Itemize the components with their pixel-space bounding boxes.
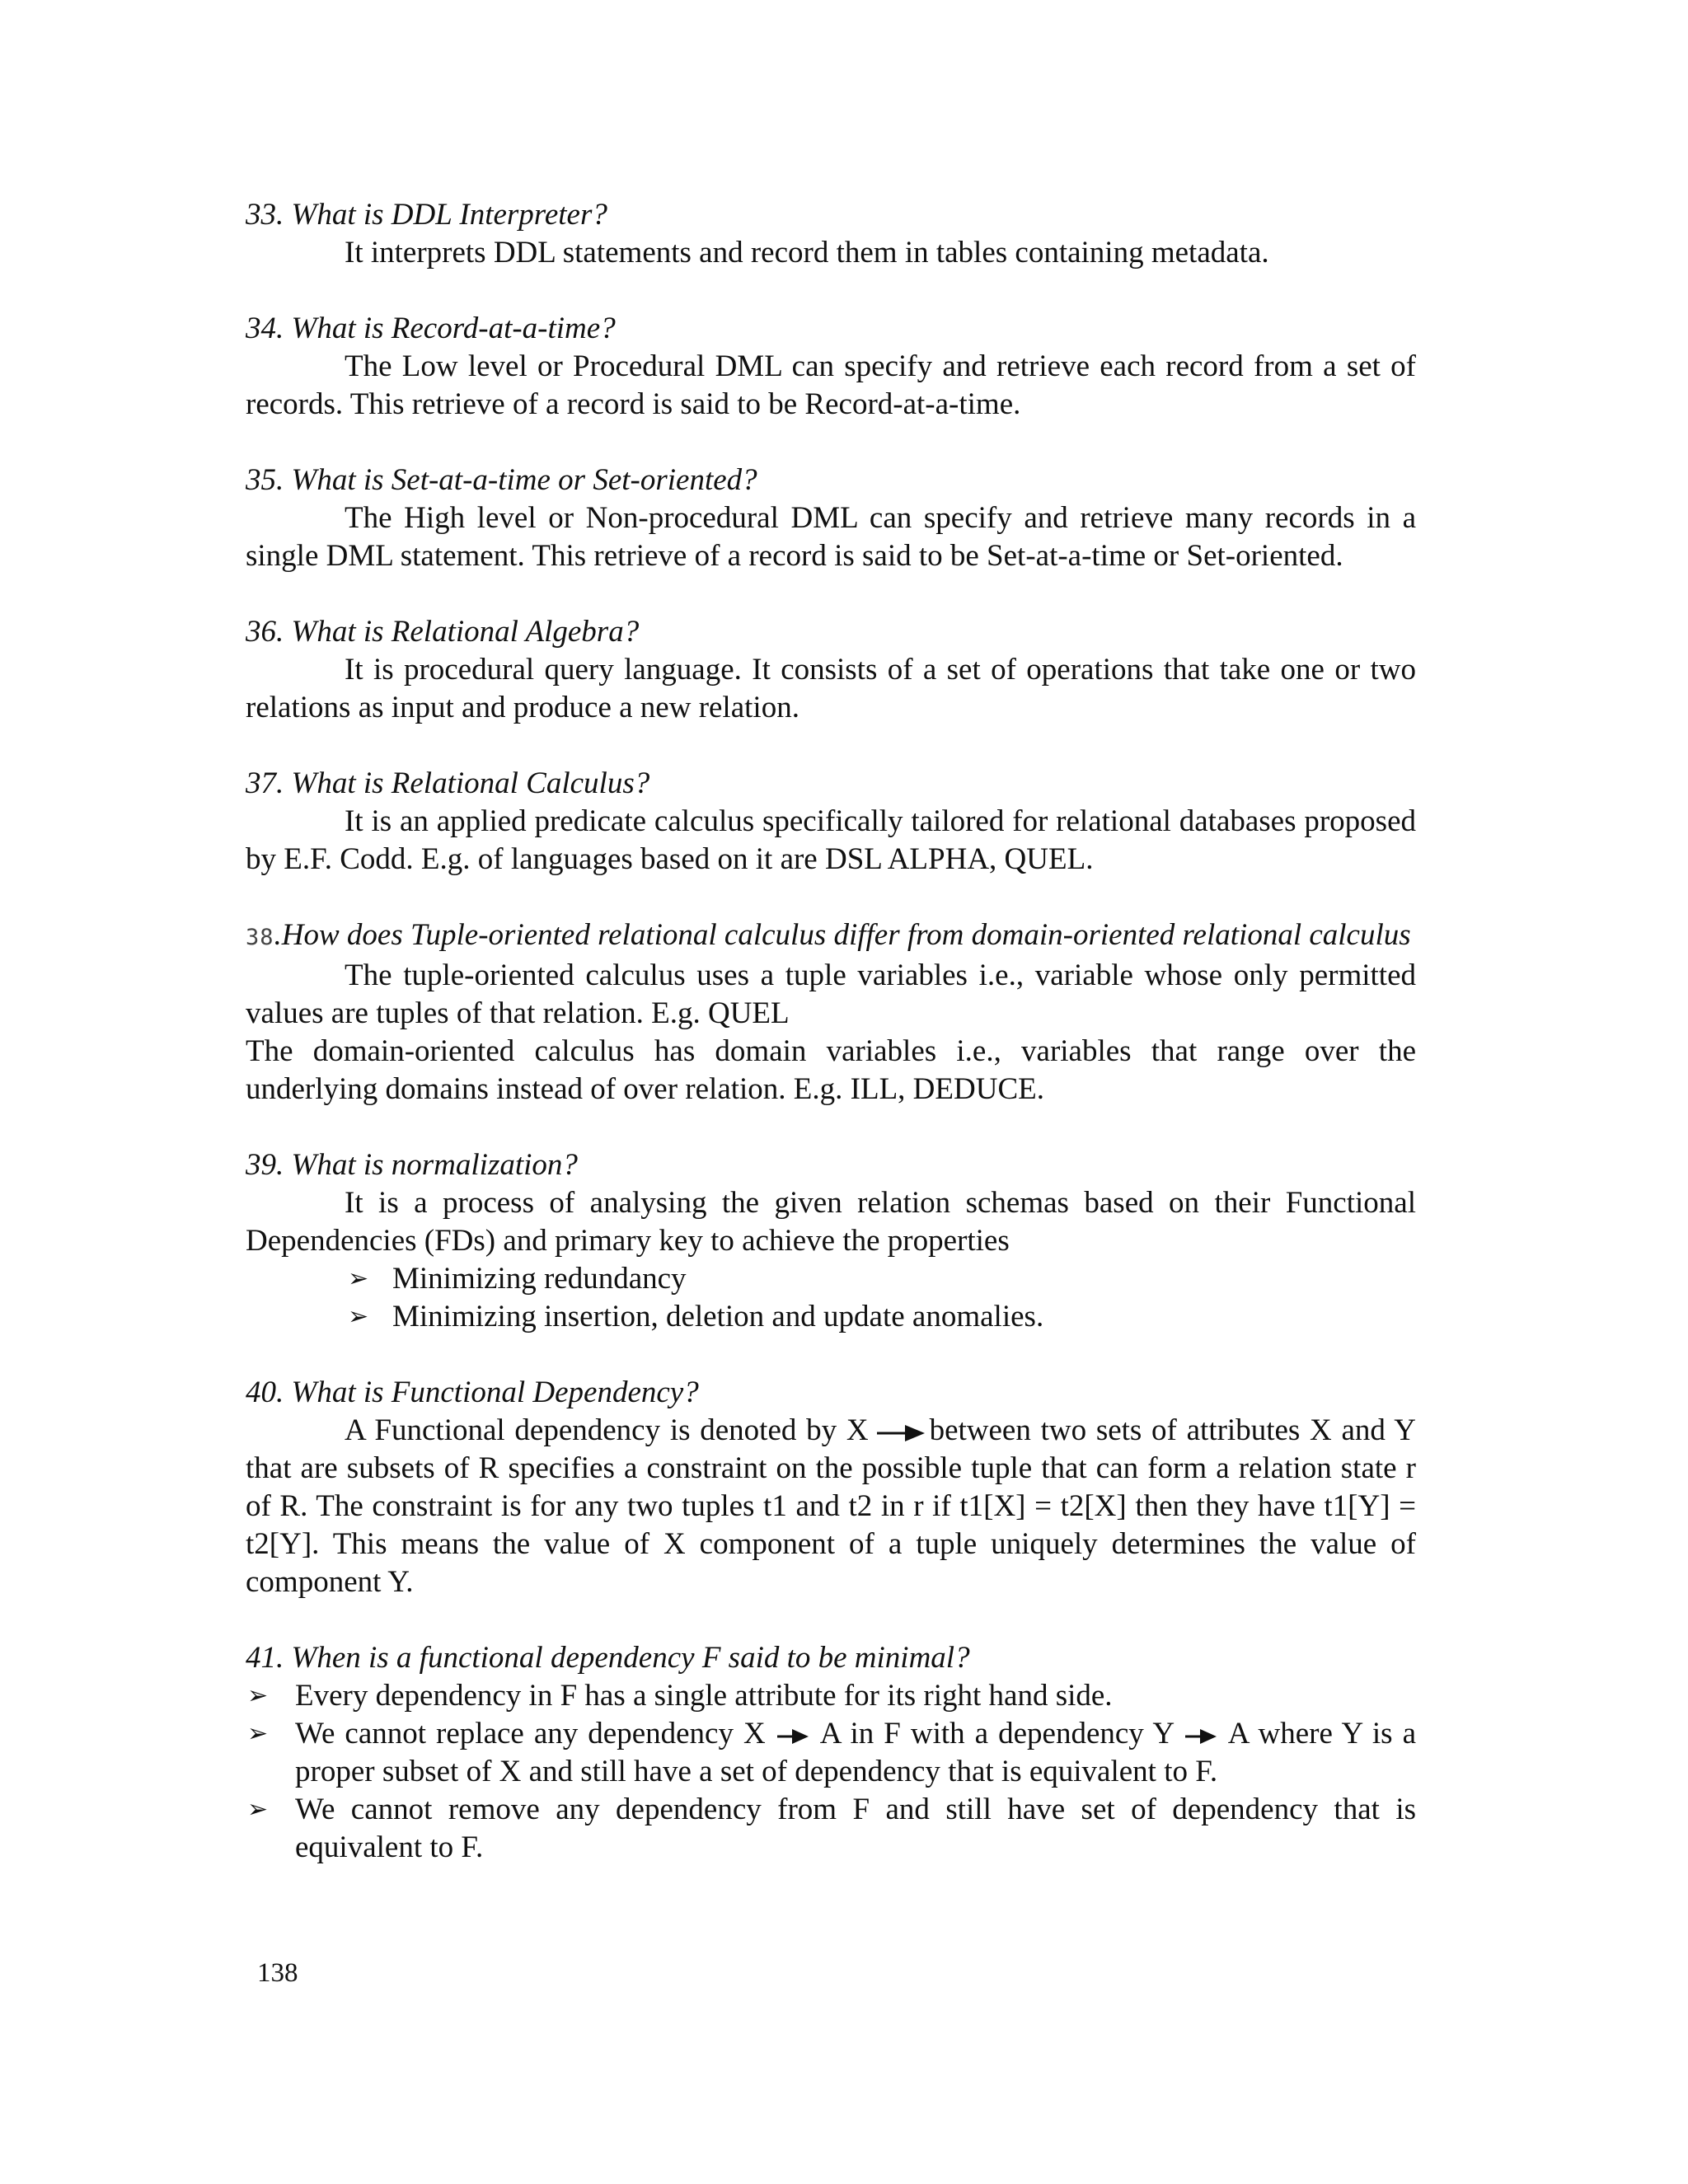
answer-text: It interprets DDL statements and record them in tables containing metadata. <box>345 236 1269 269</box>
arrow-bullet-icon: ➢ <box>247 1681 269 1710</box>
right-arrow-icon <box>1185 1727 1218 1746</box>
arrow-bullet-icon: ➢ <box>348 1302 369 1331</box>
qa-33 <box>246 196 1416 272</box>
question-heading: 35. What is Set-at-a-time or Set-oriented? <box>246 463 757 497</box>
qa-38 <box>246 916 1416 1108</box>
answer-text: It is procedural query language. It consists of a set of operations that take one or two relations as input and produce a new relation. <box>246 653 1416 724</box>
arrow-bullet-icon: ➢ <box>247 1795 269 1824</box>
arrow-bullet-icon: ➢ <box>348 1264 369 1293</box>
list-item: ➢ Every dependency in F has a single attribute for its right hand side. <box>246 1677 1416 1715</box>
arrow-bullet-icon: ➢ <box>247 1719 269 1748</box>
qa-41 <box>246 1639 1416 1867</box>
question-heading: 33. What is DDL Interpreter? <box>246 198 607 232</box>
page-number: 138 <box>257 1958 298 1988</box>
question-heading: 36. What is Relational Algebra? <box>246 615 640 649</box>
qa-40 <box>246 1374 1416 1601</box>
question-heading: 39. What is normalization? <box>246 1148 578 1182</box>
question-text: .How does Tuple-oriented relational calculus differ from domain-oriented relational calculus <box>274 918 1411 952</box>
question-heading: 34. What is Record-at-a-time? <box>246 312 616 345</box>
answer-text: A Functional dependency is denoted by X between two sets of attributes X and Y that are subsets of R specifies a constraint on the possible tuple that can form a relation state r of R. The constraint is for any two tuples t1 and t2 in r if t1[X] = t2[X] then they have t1[Y] = t2[Y]. This means the value of X component of a tuple uniquely determines the value of component Y. <box>246 1413 1416 1599</box>
qa-36 <box>246 613 1416 727</box>
right-arrow-icon <box>777 1727 810 1746</box>
list-item: ➢ We cannot replace any dependency X A in F with a dependency Y A where Y is a proper subset of X and still have a set of dependency that is equivalent to F. <box>247 1717 1417 1788</box>
list-item: ➢ Minimizing redundancy <box>246 1260 1416 1298</box>
answer-text: It is a process of analysing the given relation schemas based on their Functional Dependencies (FDs) and primary key to achieve the properties <box>246 1186 1416 1258</box>
qa-39 <box>246 1146 1416 1336</box>
question-heading: 40. What is Functional Dependency? <box>246 1376 699 1409</box>
question-heading <box>246 916 1416 957</box>
qa-37 <box>246 765 1416 879</box>
question-heading: 41. When is a functional dependency F said to be minimal? <box>246 1641 970 1675</box>
page-content <box>246 196 1416 1905</box>
answer-text: It is an applied predicate calculus specifically tailored for relational databases proposed by E.F. Codd. E.g. of languages based on it are DSL ALPHA, QUEL. <box>246 804 1416 876</box>
qa-35 <box>246 462 1416 575</box>
minimal-criteria-list <box>246 1677 1416 1867</box>
right-arrow-icon <box>877 1423 926 1443</box>
qa-34 <box>246 310 1416 424</box>
answer-text: The Low level or Procedural DML can specify and retrieve each record from a set of records. This retrieve of a record is said to be Record-at-a-time. <box>246 349 1416 421</box>
list-item: ➢ We cannot remove any dependency from F and still have set of dependency that is equivalent to F. <box>247 1793 1416 1864</box>
question-number: 38 <box>246 925 274 950</box>
answer-text-continued: The domain-oriented calculus has domain variables i.e., variables that range over the underlying domains instead of over relation. E.g. ILL, DEDUCE. <box>246 1034 1416 1106</box>
list-item: ➢ Minimizing insertion, deletion and update anomalies. <box>246 1298 1416 1336</box>
question-heading: 37. What is Relational Calculus? <box>246 766 650 800</box>
answer-text: The High level or Non-procedural DML can specify and retrieve many records in a single DML statement. This retrieve of a record is said to be Set-at-a-time or Set-oriented. <box>246 501 1416 573</box>
answer-text: The tuple-oriented calculus uses a tuple variables i.e., variable whose only permitted values are tuples of that relation. E.g. QUEL <box>246 958 1416 1030</box>
property-list <box>246 1260 1416 1336</box>
